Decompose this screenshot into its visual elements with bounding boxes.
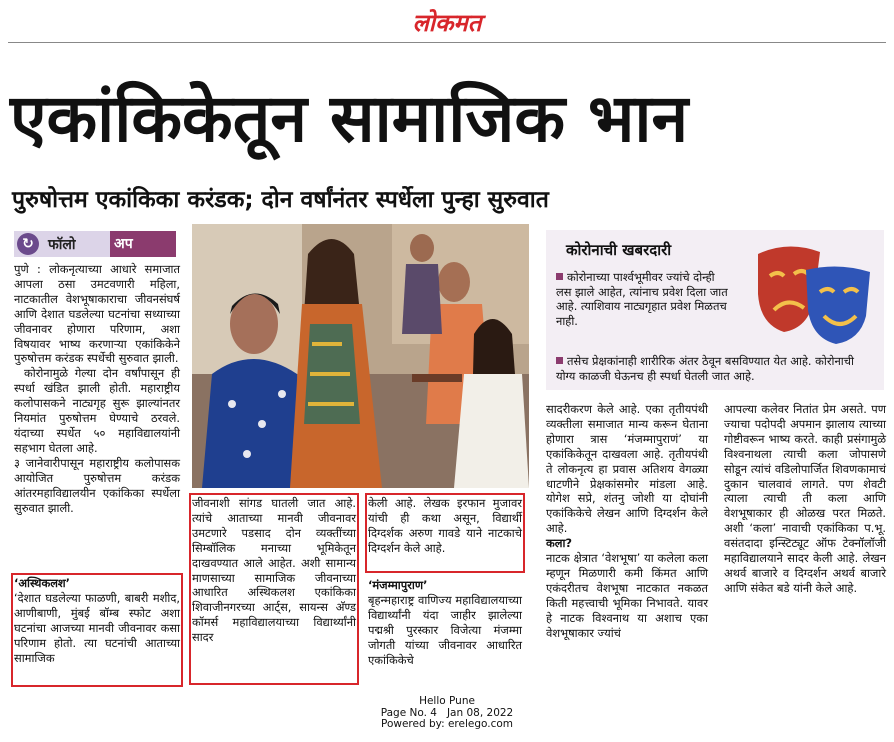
makeup-photo-illustration bbox=[192, 224, 529, 488]
section-text: ‘देशात घडलेल्या फाळणी, बाबरी मशीद, आणीबाणी, मुंबई बॉम्ब स्फोट अशा घटनांचा आजच्या मानवी जीवनावर कसा परिणाम होतो. त्या घटनांची आताच्या सामाजिक bbox=[14, 590, 180, 665]
bullet-text: तसेच प्रेक्षकांनाही शारीरिक अंतर ठेवून बसविण्यात येत आहे. कोरोनाची योग्य काळजी घेऊनच ही स्पर्धा घेतली जात आहे. bbox=[556, 354, 854, 383]
infobox-title: कोरोनाची खबरदारी bbox=[566, 241, 672, 259]
masthead-divider bbox=[8, 42, 886, 43]
highlight-box-column-3 bbox=[368, 496, 522, 570]
section-text: बृहन्महाराष्ट्र वाणिज्य महाविद्यालयाच्या विद्यार्थ्यांनी यंदा जाहीर झालेल्या पद्मश्री पुरस्कार विजेत्या मंजम्मा जोगती यांच्या जीवनावर आधारित एकांकिकेचे bbox=[368, 592, 522, 667]
paragraph: आपल्या कलेवर नितांत प्रेम असते. पण ज्याचा पदोपदी अपमान झालाय त्याच्या गोष्टीवरून भाष्य करते. काही प्रसंगामुळे विश्वनाथला त्याची कला जोपासणे सोडून त्यांचं वडिलोपार्जित शिवणकामाचं दुकान चालवावं लागते. पण शेवटी त्याला त्याची ती कला आणि वेशभूषाकार ही ओळख परत मिळते. अशी ‘कला’ नावाची एकांकिका प.भू. वसंतदादा इन्स्टिट्यूट ऑफ टेक्नॉलॉजी महाविद्यालयाने सादर केली आहे. लेखन अथर्व बाजारे व दिग्दर्शन अथर्व बाजारे आणि संकेत बडे यांनी केले आहे. bbox=[724, 402, 886, 595]
bullet-square-icon bbox=[556, 273, 563, 280]
paragraph: केली आहे. लेखक इरफान मुजावर यांची ही कथा असून, विद्यार्थी दिग्दर्शक अरुण गावडे याने नाटकाचे दिग्दर्शन केले आहे. bbox=[368, 496, 522, 555]
section-title: ‘मंजम्मापुराण’ bbox=[368, 578, 428, 592]
article-column-5 bbox=[724, 402, 886, 596]
footer-powered-by: Powered by: erelego.com bbox=[380, 718, 514, 730]
infobox-bullet bbox=[556, 354, 856, 383]
footer-page-info: Page No. 4 Jan 08, 2022 bbox=[380, 706, 514, 719]
follow-up-tag: अप bbox=[110, 231, 176, 257]
infobox-bullet bbox=[556, 270, 732, 328]
paragraph: जीवनाशी सांगड घातली जात आहे. त्यांचे आताच्या मानवी जीवनावर उमटणारे पडसाद दोन व्यक्तींच्या सिम्बॉलिक मनाच्या भूमिकेतून दाखवण्यात आले आहेत. अशी सामान्य माणसाच्या सामाजिक जीवनाच्या आधारित अस्थिकलश एकांकिका शिवाजीनगरच्या आर्ट्स, सायन्स अ‍ॅण्ड कॉमर्स महाविद्यालयाच्या विद्यार्थ्यांनी सादर bbox=[192, 496, 356, 645]
section-title: कला? bbox=[546, 536, 573, 551]
article-column-1 bbox=[14, 262, 180, 515]
bullet-text: कोरोनाच्या पार्श्वभूमीवर ज्यांचे दोन्ही लस झाले आहेत, त्यांनाच प्रवेश दिला जात आहे. त्याशिवाय नाट्यगृहात प्रवेश मिळतच नाही. bbox=[556, 270, 728, 328]
corona-precautions-box bbox=[546, 230, 884, 390]
article-column-3 bbox=[368, 578, 522, 667]
paragraph: सादरीकरण केले आहे. एका तृतीयपंथी व्यक्तीला समाजात मान्य करून घेताना होणारा त्रास ‘मंजम्मापुराणं’ या एकांकिकेतून दाखवला आहे. तृतीयपंथी ते लोकनृत्य हा प्रवास अतिशय वेगळ्या धाटणीने प्रेक्षकांसमोर मांडला आहे. योगेश सप्रे, शंतनु जोशी या दोघांनी एकांकिकेचे लेखन आणि दिग्दर्शन केले आहे. bbox=[546, 402, 708, 536]
follow-up-badge bbox=[14, 231, 176, 257]
page-footer bbox=[0, 696, 894, 731]
highlight-box-asthikalash bbox=[14, 576, 180, 684]
paragraph: पुणे : लोकनृत्याच्या आधारे समाजात आपला ठसा उमटवणारी महिला, नाटकातील वेशभूषाकाराचा जीवनसंघर्ष आणि देशात घडलेल्या घटनांचा सध्याच्या जीवनावर होणारा परिणाम, अशा विषयावर भाष्य करणाऱ्या एकांकिकेने पुरुषोत्तम करंडक स्पर्धेची सुरुवात झाली. bbox=[14, 262, 180, 366]
article-column-4 bbox=[546, 402, 708, 641]
section-title: ‘अस्थिकलश’ bbox=[14, 576, 71, 590]
follow-up-icon: ↻ bbox=[17, 233, 39, 255]
follow-up-label: फॉलो bbox=[48, 237, 76, 253]
footer-edition: Hello Pune bbox=[419, 695, 475, 707]
bullet-square-icon bbox=[556, 357, 563, 364]
paragraph: कोरोनामुळे गेल्या दोन वर्षांपासून ही स्पर्धा खंडित झाली होती. महाराष्ट्रीय कलोपासकने नाट्यगृह सुरू झाल्यांनतर नियमांत पुरुषोत्तम घेण्याचे ठरवले. यंदाच्या स्पर्धेत ५० महाविद्यालयांनी सहभाग घेतला आहे. bbox=[14, 366, 180, 455]
paragraph: ३ जानेवारीपासून महाराष्ट्रीय कलोपासक आयोजित पुरुषोत्तम करंडक आंतरमहाविद्यालयीन एकांकिका स्पर्धेला सुरुवात झाली. bbox=[14, 455, 180, 515]
subheadline: पुरुषोत्तम एकांकिका करंडक; दोन वर्षांनंतर स्पर्धेला पुन्हा सुरुवात bbox=[12, 187, 549, 213]
masthead-logo: लोकमत bbox=[412, 9, 482, 37]
section-text: नाटक क्षेत्रात ‘वेशभूषा’ या कलेला कला म्हणून मिळणारी कमी किंमत आणि एकंदरीतच वेशभूषा नाटकात नकळत किती महत्त्वाची भूमिका निभावते. यावर हे नाटक विश्वनाथ या अशाच एका वेशभूषाकार ज्यांचं bbox=[546, 551, 708, 640]
headline: एकांकिकेतून सामाजिक भान bbox=[10, 80, 689, 157]
makeup-photo bbox=[192, 224, 529, 488]
highlight-box-column-2 bbox=[192, 496, 356, 682]
theatre-masks-icon bbox=[750, 236, 878, 346]
